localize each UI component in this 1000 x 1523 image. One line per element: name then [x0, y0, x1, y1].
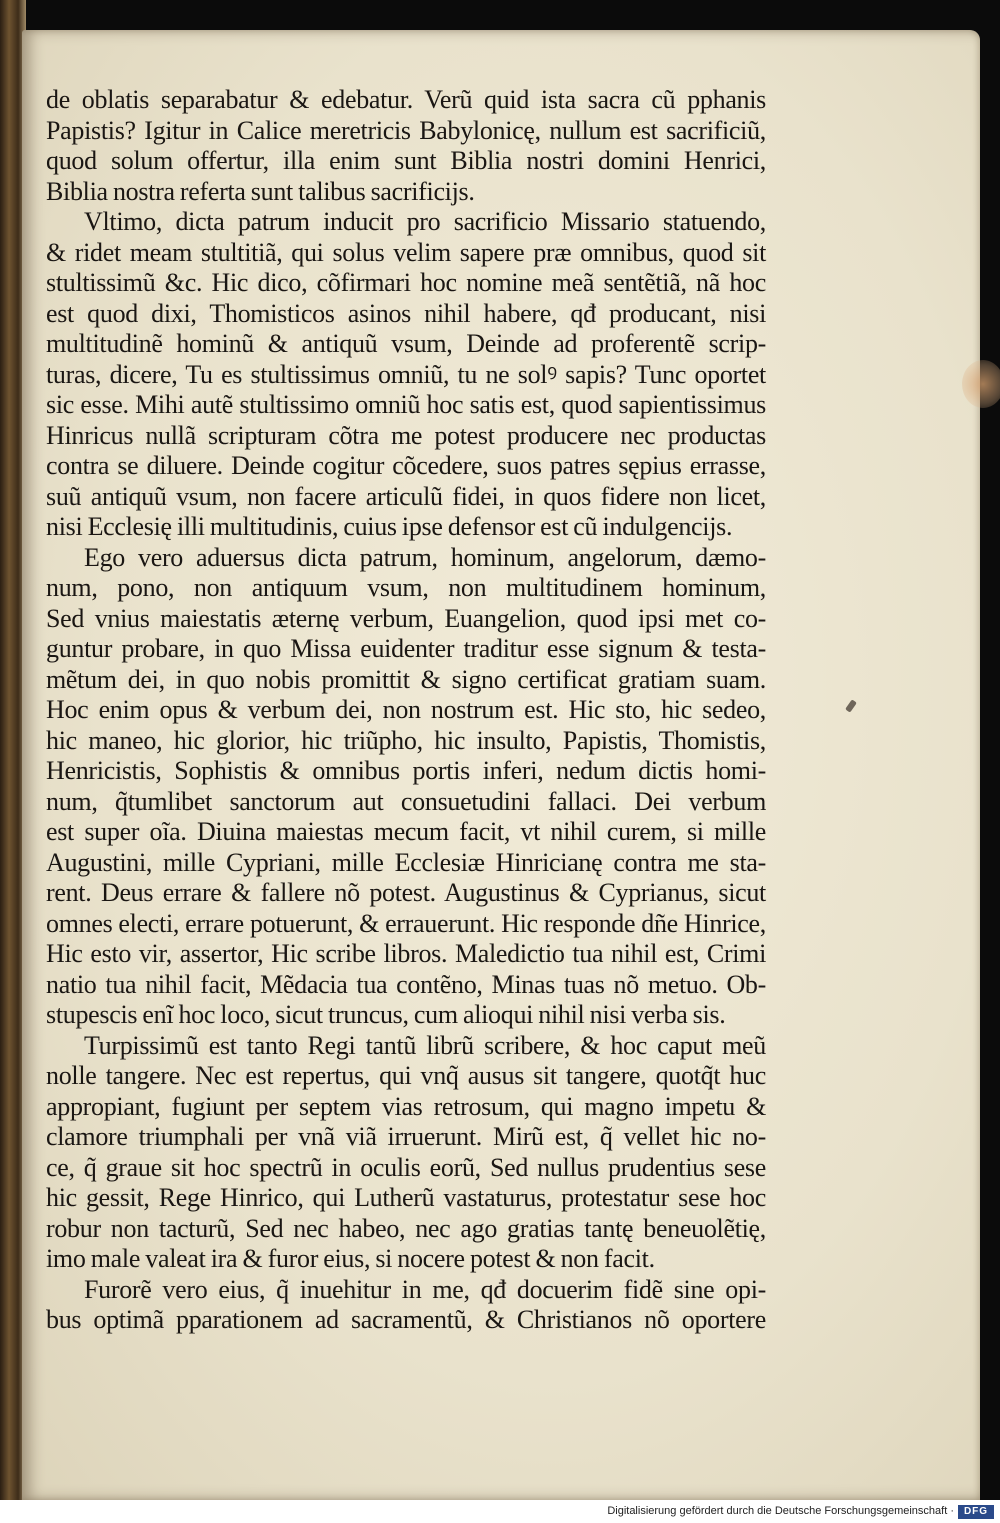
text-line: stultissimũ &c. Hic dico, cõfirmari hoc nomine meã sentẽtiã, nã hoc: [46, 268, 766, 297]
page-text: [46, 85, 766, 1336]
text-line: multitudinẽ hominũ & antiquũ vsum, Deinde ad proferentẽ scrip-: [46, 329, 766, 358]
funding-credit: Digitalisierung gefördert durch die Deutsche Forschungsgemeinschaft ·: [607, 1505, 954, 1517]
text-line: est super oĩa. Diuina maiestas mecum facit, vt nihil curem, si mille: [46, 817, 766, 846]
text-line: turas, dicere, Tu es stultissimus omniũ, tu ne solꝰ sapis? Tunc oportet: [46, 359, 766, 389]
text-line: hic gessit, Rege Hinrico, qui Lutherũ vastaturus, protestatur sese hoc: [46, 1183, 766, 1212]
text-line: omnes electi, errare potuerunt, & errauerunt. Hic responde dñe Hinrice,: [46, 908, 766, 938]
text-line: Furorẽ vero eius, q̃ inuehitur in me, qđ docuerim fidẽ sine opi-: [84, 1274, 766, 1304]
text-line: Hic esto vir, assertor, Hic scribe libros. Maledictio tua nihil est, Crimi: [46, 939, 766, 968]
text-line: de oblatis separabatur & edebatur. Verũ quid ista sacra cũ pphanis: [46, 85, 766, 114]
text-line: Hoc enim opus & verbum dei, non nostrum est. Hic sto, hic sedeo,: [46, 695, 766, 724]
text-line: nisi Ecclesię illi multitudinis, cuius ipse defensor est cũ indulgencijs.: [46, 512, 733, 541]
text-line: Sed vnius maiestatis æternę verbum, Euangelion, quod ipsi met co-: [46, 603, 766, 633]
text-line: natio tua nihil facit, Mẽdacia tua contẽno, Minas tuas nõ metuo. Ob-: [46, 969, 766, 999]
text-line: robur non tacturũ, Sed nec habeo, nec ago gratias tantę beneuolẽtię,: [46, 1213, 766, 1243]
text-line: rent. Deus errare & fallere nõ potest. Augustinus & Cyprianus, sicut: [46, 878, 766, 907]
footer-bar: [0, 1500, 1000, 1523]
text-line: num, pono, non antiquum vsum, non multitudinem hominum,: [46, 573, 766, 602]
text-line: clamore triumphali per vnã viã irruerunt. Mirũ est, q̃ vellet hic no-: [46, 1122, 766, 1151]
text-line: Turpissimũ est tanto Regi tantũ librũ scribere, & hoc caput meũ: [84, 1030, 766, 1060]
text-line: bus optimã pparationem ad sacramentũ, & Christianos nõ oportere: [46, 1305, 766, 1334]
text-line: Ego vero aduersus dicta patrum, hominum, angelorum, dæmo-: [84, 542, 766, 572]
text-line: appropiant, fugiunt per septem vias retrosum, qui magno impetu &: [46, 1091, 766, 1121]
ink-spot: [845, 699, 857, 712]
text-line: Hinricus nullã scripturam cõtra me potest producere nec productas: [46, 420, 766, 450]
text-line: quod solum offertur, illa enim sunt Biblia nostri domini Henrici,: [46, 146, 766, 175]
text-line: ce, q̃ graue sit hoc spectrũ in oculis eorũ, Sed nullus prudentius sese: [46, 1152, 766, 1182]
text-line: contra se diluere. Deinde cogitur cõcedere, suos patres sępius errasse,: [46, 451, 766, 480]
text-line: est quod dixi, Thomisticos asinos nihil habere, qđ producant, nisi: [46, 298, 766, 328]
text-line: Biblia nostra referta sunt talibus sacrificijs.: [46, 176, 475, 206]
text-line: guntur probare, in quo Missa euidenter traditur esse signum & testa-: [46, 634, 766, 663]
paper-stain: [962, 360, 1000, 408]
text-line: hic maneo, hic glorior, hic triũpho, hic insulto, Papistis, Thomistis,: [46, 725, 766, 755]
text-line: Augustini, mille Cypriani, mille Ecclesiæ Hinricianę contra me sta-: [46, 847, 766, 877]
text-line: Vltimo, dicta patrum inducit pro sacrificio Missario statuendo,: [84, 207, 766, 236]
text-line: Papistis? Igitur in Calice meretricis Babylonicę, nullum est sacrificiũ,: [46, 115, 766, 145]
text-line: imo male valeat ira & furor eius, si nocere potest & non facit.: [46, 1244, 655, 1273]
text-line: stupescis enĩ hoc loco, sicut truncus, cum alioqui nihil nisi verba sis.: [46, 1000, 726, 1029]
dfg-logo: DFG: [958, 1505, 994, 1519]
text-line: mẽtum dei, in quo nobis promittit & signo certificat gratiam suam.: [46, 664, 766, 694]
text-line: nolle tangere. Nec est repertus, qui vnq̃ ausus sit tangere, quotq̃t huc: [46, 1061, 766, 1090]
text-line: & ridet meam stultitiã, qui solus velim sapere præ omnibus, quod sit: [46, 237, 766, 267]
text-line: num, q̃tumlibet sanctorum aut consuetudini fallaci. Dei verbum: [46, 786, 766, 816]
text-line: sic esse. Mihi autẽ stultissimo omniũ hoc satis est, quod sapientissimus: [46, 390, 766, 419]
text-line: Henricistis, Sophistis & omnibus portis inferi, nedum dictis homi-: [46, 756, 766, 785]
text-line: suũ antiquũ vsum, non facere articulũ fidei, in quos fidere non licet,: [46, 481, 766, 511]
